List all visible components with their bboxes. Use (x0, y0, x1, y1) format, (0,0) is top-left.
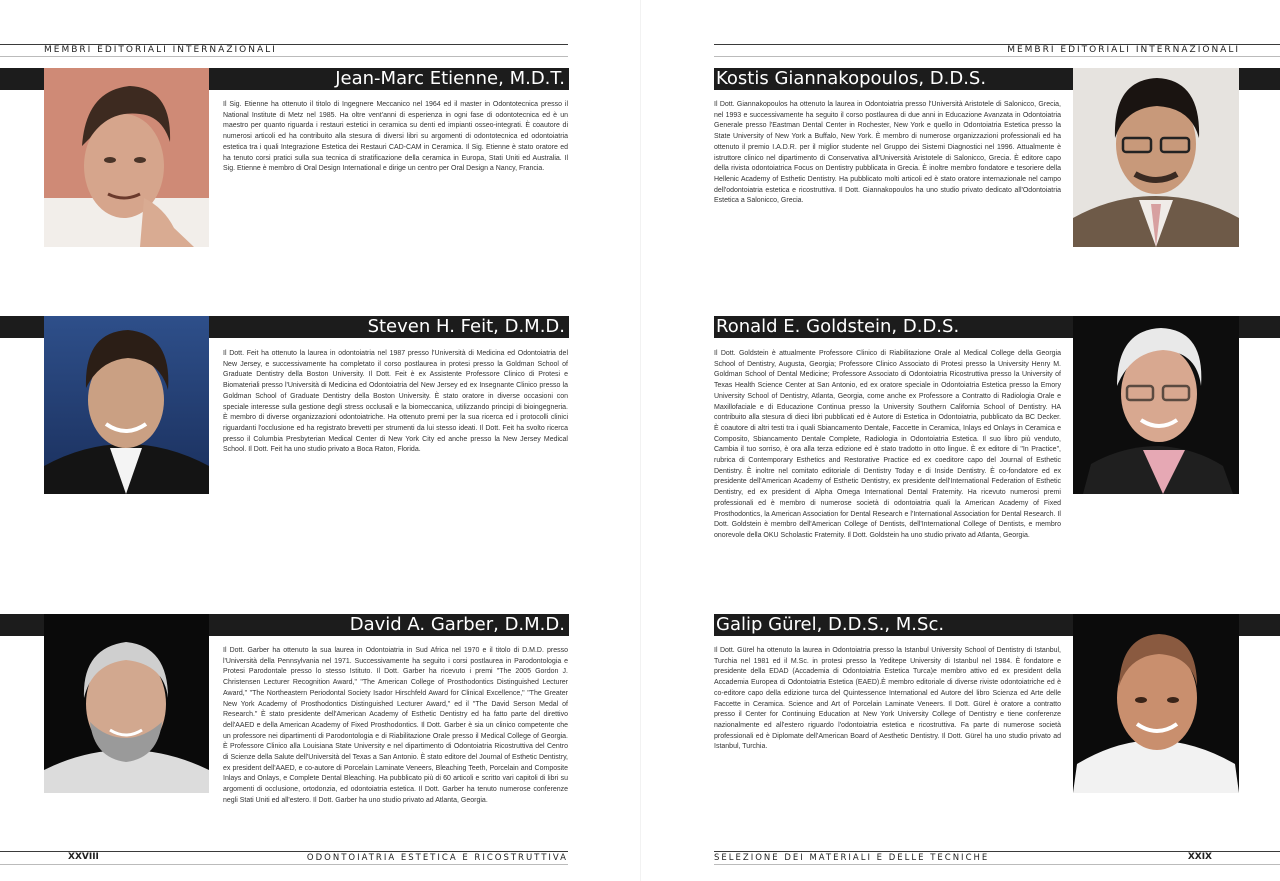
member-name-giannakopoulos: Kostis Giannakopoulos, D.D.S. (716, 68, 987, 89)
footer-page-number-left: XXVIII (68, 852, 99, 862)
member-name-feit: Steven H. Feit, D.M.D. (367, 316, 565, 337)
photo-giannakopoulos (1073, 68, 1239, 247)
portrait-gurel-image (1073, 614, 1239, 793)
footer-rule-left-bottom (0, 864, 568, 865)
portrait-goldstein-image (1073, 316, 1239, 494)
portrait-giannakopoulos-image (1073, 68, 1239, 247)
member-bio-etienne: Il Sig. Etienne ha ottenuto il titolo di Ingegnere Meccanico nel 1964 ed il master in Odontotecnica presso il National Institute di Metz nel 1985. Ha oltre vent'anni di esperienza in ogni fase di odontotecnica ed è un maestro per quanto riguarda i restauri estetici in ceramica su denti ed impianti osseo-integrati. È coautore di numerosi articoli ed ha contribuito alla stesura di diversi libri su argomenti di odontotecnica ed odontoiatria estetica tra i quali Integrazione Estetica dei Restauri CAD-CAM in Ceramica. Il Sig. Etienne è stato oratore ed ha tenuto corsi pratici sulla sua tecnica di stratificazione della ceramica in Europa, Stati Uniti ed Australia. Il Sig. Etienne è membro di Oral Design International e dirige un centro per Oral Design a Nancy, Francia. (223, 101, 568, 173)
portrait-garber-image (44, 614, 209, 793)
photo-garber (44, 614, 209, 793)
member-name-goldstein: Ronald E. Goldstein, D.D.S. (716, 316, 960, 337)
footer-page-number-right: XXIX (1187, 852, 1212, 862)
member-bio-feit: Il Dott. Feit ha ottenuto la laurea in odontoiatria nel 1987 presso l'Università di Medicina ed Odontoiatria del New Jersey, e successivamente ha completato il corso postlaurea in protesi presso la Goldman School of Graduate Dentistry della Boston University. Il Dott. Feit è ex Assistente Professore Clinico di Protesi e Biomateriali presso l'Università di Medicina ed Odontoiatria del New Jersey ed ex Insegnante Clinico presso la Goldman School of Graduate Dentistry della Boston University. È stato oratore in diverse occasioni con speciale interesse sulla gestione degli stress occlusali e la biomeccanica, utilizzando principi di bioingegneria. È membro di diverse organizzazioni odontoiatriche. Ha ottenuto premi per la sua ricerca ed i protocolli clinici riguardanti l'occlusione ed ha registrato brevetti per strumenti da lui stesso ideati. Il Dott. Feit ha svolto ricerca presso il Columbia Presbyterian Medical Center di New York City ed anche presso la New Jersey Medical School. Il Dott. Feit ha uno studio privato a Boca Raton, Florida. (223, 350, 568, 454)
header-rule-right-bottom (714, 56, 1280, 57)
photo-gurel (1073, 614, 1239, 793)
member-bio-garber: Il Dott. Garber ha ottenuto la sua laurea in Odontoiatria in Sud Africa nel 1970 e il titolo di D.M.D. presso l'Università della Pennsylvania nel 1971. Successivamente ha seguito i corsi postlaurea in Parodontologia e Protesi Parodontale presso lo stesso Istituto. Il Dott. Garber ha ricevuto i premi "The 2005 Gordon J. Christensen Lecturer Recognition Award," "The American College of Prosthodontics Distinguished Lecturer Award," "The Northeastern Periodontal Society Isador Hirschfeld Award for Clinical Excellence," "The Greater New York Academy of Prosthodontics Distinguished Lecturer Award," ed il "The David Serson Medal of Research." È stato presidente dell'American Academy of Esthetic Dentistry ed ha fatto parte del direttivo dell'AAED e della American Academy of Fixed Prosthodontics. Il Dott. Garber è sia un clinico competente che un professore nei dipartimenti di Parodontologia e di Riabilitazione Orale presso il Medical College of Georgia. È Professore Clinico alla Louisiana State University e nel dipartimento di Odontoiatria Ricostruttiva del Centro di Scienze della Salute dell'Università del Texas a San Antonio. È stato editore del Journal of Esthetic Dentistry, ex president dell'AAED, e co-autore di Porcelain Laminate Veneers, Bleaching Teeth, Porcelain and Composite Inlays and Onlays, e Complete Dental Bleaching. Ha pubblicato più di 60 articoli e scritto vari capitoli di libri su argomenti di occlusione, ortodonzia, ed odontoiatria estetica. Il Dott. Garber ha tenuto numerose conferenze negli Stati Uniti ed all'estero. Il Dott. Garber ha uno studio privato ad Atlanta, Georgia. (223, 647, 568, 804)
header-left-title: MEMBRI EDITORIALI INTERNAZIONALI (44, 45, 277, 55)
footer-rule-right-bottom (714, 864, 1280, 865)
photo-goldstein (1073, 316, 1239, 494)
header-right-title: MEMBRI EDITORIALI INTERNAZIONALI (1007, 45, 1240, 55)
member-bio-gurel: Il Dott. Gürel ha ottenuto la laurea in Odontoiatria presso la Istanbul University School of Dentistry di Istanbul, Turchia nel 1981 ed il M.Sc. in protesi presso la Yeditepe University di Istanbul nel 1984. È fondatore e presidente della EDAD (Accademia di Odontoiatria Estetica Turca)e membro attivo ed ex president della Accademia Europea di Odontoiatria Estetica (EAED).È membro editoriale di diverse riviste odontoiatriche ed è co-editore capo della edizione turca del Quintessence International ed Autore del libro Scienza ed Arte delle Faccette in Ceramica. Science and Art of Porcelain Laminate Veneers. Il Dott. Gürel è oratore a contratto presso il Center for Continuing Education at New York University College of Dentistry e tiene conferenze nazionalmente ed all'estero riguardo l'odontoiatria estetica e ricostruttiva. Fa parte di numerose società professionali ed è Diplomate dell'American Board of Aesthetic Dentistry. Il Dott. Gürel ha uno studio privato ad Istanbul, Turchia. (714, 647, 1061, 751)
member-name-gurel: Galip Gürel, D.D.S., M.Sc. (716, 614, 945, 635)
photo-etienne (44, 68, 209, 247)
member-bio-giannakopoulos: Il Dott. Giannakopoulos ha ottenuto la laurea in Odontoiatria presso l'Università Aristotele di Salonicco, Grecia, nel 1993 e successivamente ha seguito il corso postlaurea di due anni in Educazione Avanzata in Odontoiatria Generale presso l'Eastman Dental Center in Rochester, New York e quello in Odontoiatria Estetica presso la State University of New York a Buffalo, New York. È membro di numerose organizzazioni professionali ed ha ottenuto il premio I.A.D.R. per il miglior studente nel Gruppo dei Sistemi Diagnostici nel 1996. Attualmente è istruttore clinico nel dipartimento di Conservativa all'Università Aristotele di Salonicco, Grecia. È editore capo della rivista odontoiatrica Focus on Dentistry pubblicata in Grecia. È inoltre membro fondatore e tesoriere della Hellenic Academy of Esthetic Dentistry. Ha pubblicato molti articoli ed è stato oratore internazionale nel campo dell'odontoiatria estetica e ricostruttiva. Il Dott. Giannakopoulos ha uno studio privato dedicato all'Odontoiatria Estetica a Salonicco, Grecia. (714, 101, 1061, 205)
portrait-feit-image (44, 316, 209, 494)
page-gutter (640, 0, 641, 881)
footer-title-right: SELEZIONE DEI MATERIALI E DELLE TECNICHE (714, 853, 990, 863)
portrait-etienne-image (44, 68, 209, 247)
member-name-garber: David A. Garber, D.M.D. (349, 614, 565, 635)
footer-title-left: ODONTOIATRIA ESTETICA E RICOSTRUTTIVA (306, 853, 568, 863)
member-bio-goldstein: Il Dott. Goldstein è attualmente Professore Clinico di Riabilitazione Orale al Medical College della Georgia School of Dentistry, Augusta, Georgia; Professore Clinico Associato di Protesi presso la University Henry M. Goldman School of Dental Medicine; Professore Associato di Odontoiatria Ricostruttiva presso la University of Texas Health Science Center at San Antonio, ed ex oratore speciale in Odontoiatria Estetica presso la Emory University School of Dentistry, Atlanta, Georgia, come anche ex Professore a Contratto di Radiologia Orale e Maxillofaciale e di Educazione Continua presso la University Southern California School of Dentistry. HA contribuito alla stesura di dieci libri pubblicati ed è Autore di Estetica in Odontoiatria, pubblicato da BC Decker. È coautore di altri testi tra i quali Sbiancamento Dentale, Faccette in Ceramica, Inlays ed Onlays in Ceramica e Composito, Sbiancamento Dentale Complete, Radiologia in Odontoiatria Estetica. Il suo libro più venduto, Cambia il tuo sorriso, è ora alla terza edizione ed è stato tradotto in otto lingue. È ex editore di "In Practice", rubrica di Contemporary Esthetics and Restorative Practice ed ex coeditore capo del Journal of Esthetic Dentistry. È inoltre nel comitato editoriale di Dentistry Today e di Inside Dentistry. È co-fondatore ed ex presidente dell'American Academy of Esthetic Dentistry, ex presidente dell'International Federation of Esthetic Dentistry, ed ex president di Alpha Omega International Dental Fraternity. Ha ricevuto numerosi premi professionali ed è membro di numerose società di odontoiatria quali la American Academy of Fixed Prosthodontics, la American Association for Dental Research e l'International Association for Dental Research. Il Dott. Goldstein è membro dell'American College of Dentists, dell'International College of Dentists, e membro onorevole della OKU Scholastic Fraternity. Il Dott. Goldstein ha uno studio privato ad Atlanta, Georgia. (714, 350, 1061, 539)
photo-feit (44, 316, 209, 494)
member-name-etienne: Jean-Marc Etienne, M.D.T. (335, 68, 565, 89)
header-rule-left-bottom (0, 56, 568, 57)
